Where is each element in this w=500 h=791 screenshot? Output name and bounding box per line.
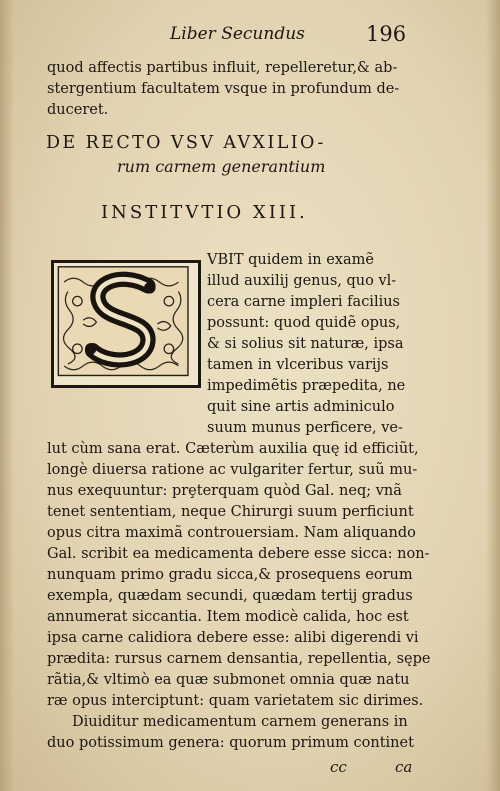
text-line: stergentium facultatem vsque in profundum de- (47, 81, 400, 97)
text-line: cera carne impleri facilius (207, 294, 401, 310)
chapter-subheading: rum carnem generantium (117, 157, 326, 176)
text-line: & si solius sit naturæ, ipsa (207, 336, 404, 352)
text-line: suum munus perficere, ve- (207, 420, 403, 436)
catchword: ca (395, 758, 413, 776)
text-line: duo potissimum genera: quorum primum continet (47, 735, 414, 751)
text-line: impedimẽtis præpedita, ne (207, 378, 406, 394)
chapter-heading: DE RECTO VSV AVXILIO- (46, 133, 326, 153)
signature-mark: cc (330, 758, 347, 776)
text-line: possunt: quod quidẽ opus, (207, 315, 401, 331)
text-line: lut cùm sana erat. Cæterùm auxilia quę id efficiũt, (47, 441, 419, 457)
text-line: quod affectis partibus influit, repelleretur,& ab- (47, 60, 398, 76)
institutio-title: INSTITVTIO XIII. (101, 202, 308, 223)
decorated-initial-s-icon (51, 260, 201, 388)
text-line: Gal. scribit ea medicamenta debere esse sicca: non- (47, 546, 430, 562)
text-line: Diuiditur medicamentum carnem generans in (72, 714, 408, 730)
text-line: rãtia,& vltimò ea quæ submonet omnia quæ natu (47, 672, 410, 688)
text-line: VBIT quidem in examẽ (207, 252, 374, 268)
page-edge-shadow (0, 0, 14, 791)
text-line: illud auxilij genus, quo vl- (207, 273, 397, 289)
text-line: opus citra maximã controuersiam. Nam aliquando (47, 525, 416, 541)
text-line: tenet sententiam, neque Chirurgi suum perficiunt (47, 504, 414, 520)
text-line: longè diuersa ratione ac vulgariter fertur, suũ mu- (47, 462, 418, 478)
text-line: ipsa carne calidiora debere esse: alibi digerendi vi (47, 630, 419, 646)
text-line: annumerat siccantia. Item modicè calida, hoc est (47, 609, 409, 625)
text-line: prædita: rursus carnem densantia, repellentia, sępe (47, 651, 431, 667)
page-number: 196 (366, 22, 407, 46)
text-line: quit sine artis adminiculo (207, 399, 395, 415)
page-header (0, 24, 500, 52)
text-line: duceret. (47, 102, 109, 118)
text-line: nunquam primo gradu sicca,& prosequens eorum (47, 567, 413, 583)
page-edge-shadow (486, 0, 500, 791)
text-line: nus exequuntur: prȩterquam quòd Gal. neq; vnã (47, 483, 402, 499)
text-line: exempla, quædam secundi, quædam tertij gradus (47, 588, 413, 604)
text-line: tamen in vlceribus varijs (207, 357, 389, 373)
text-line: ræ opus interciptunt: quam varietatem sic dirimes. (47, 693, 424, 709)
running-head: Liber Secundus (170, 24, 305, 44)
